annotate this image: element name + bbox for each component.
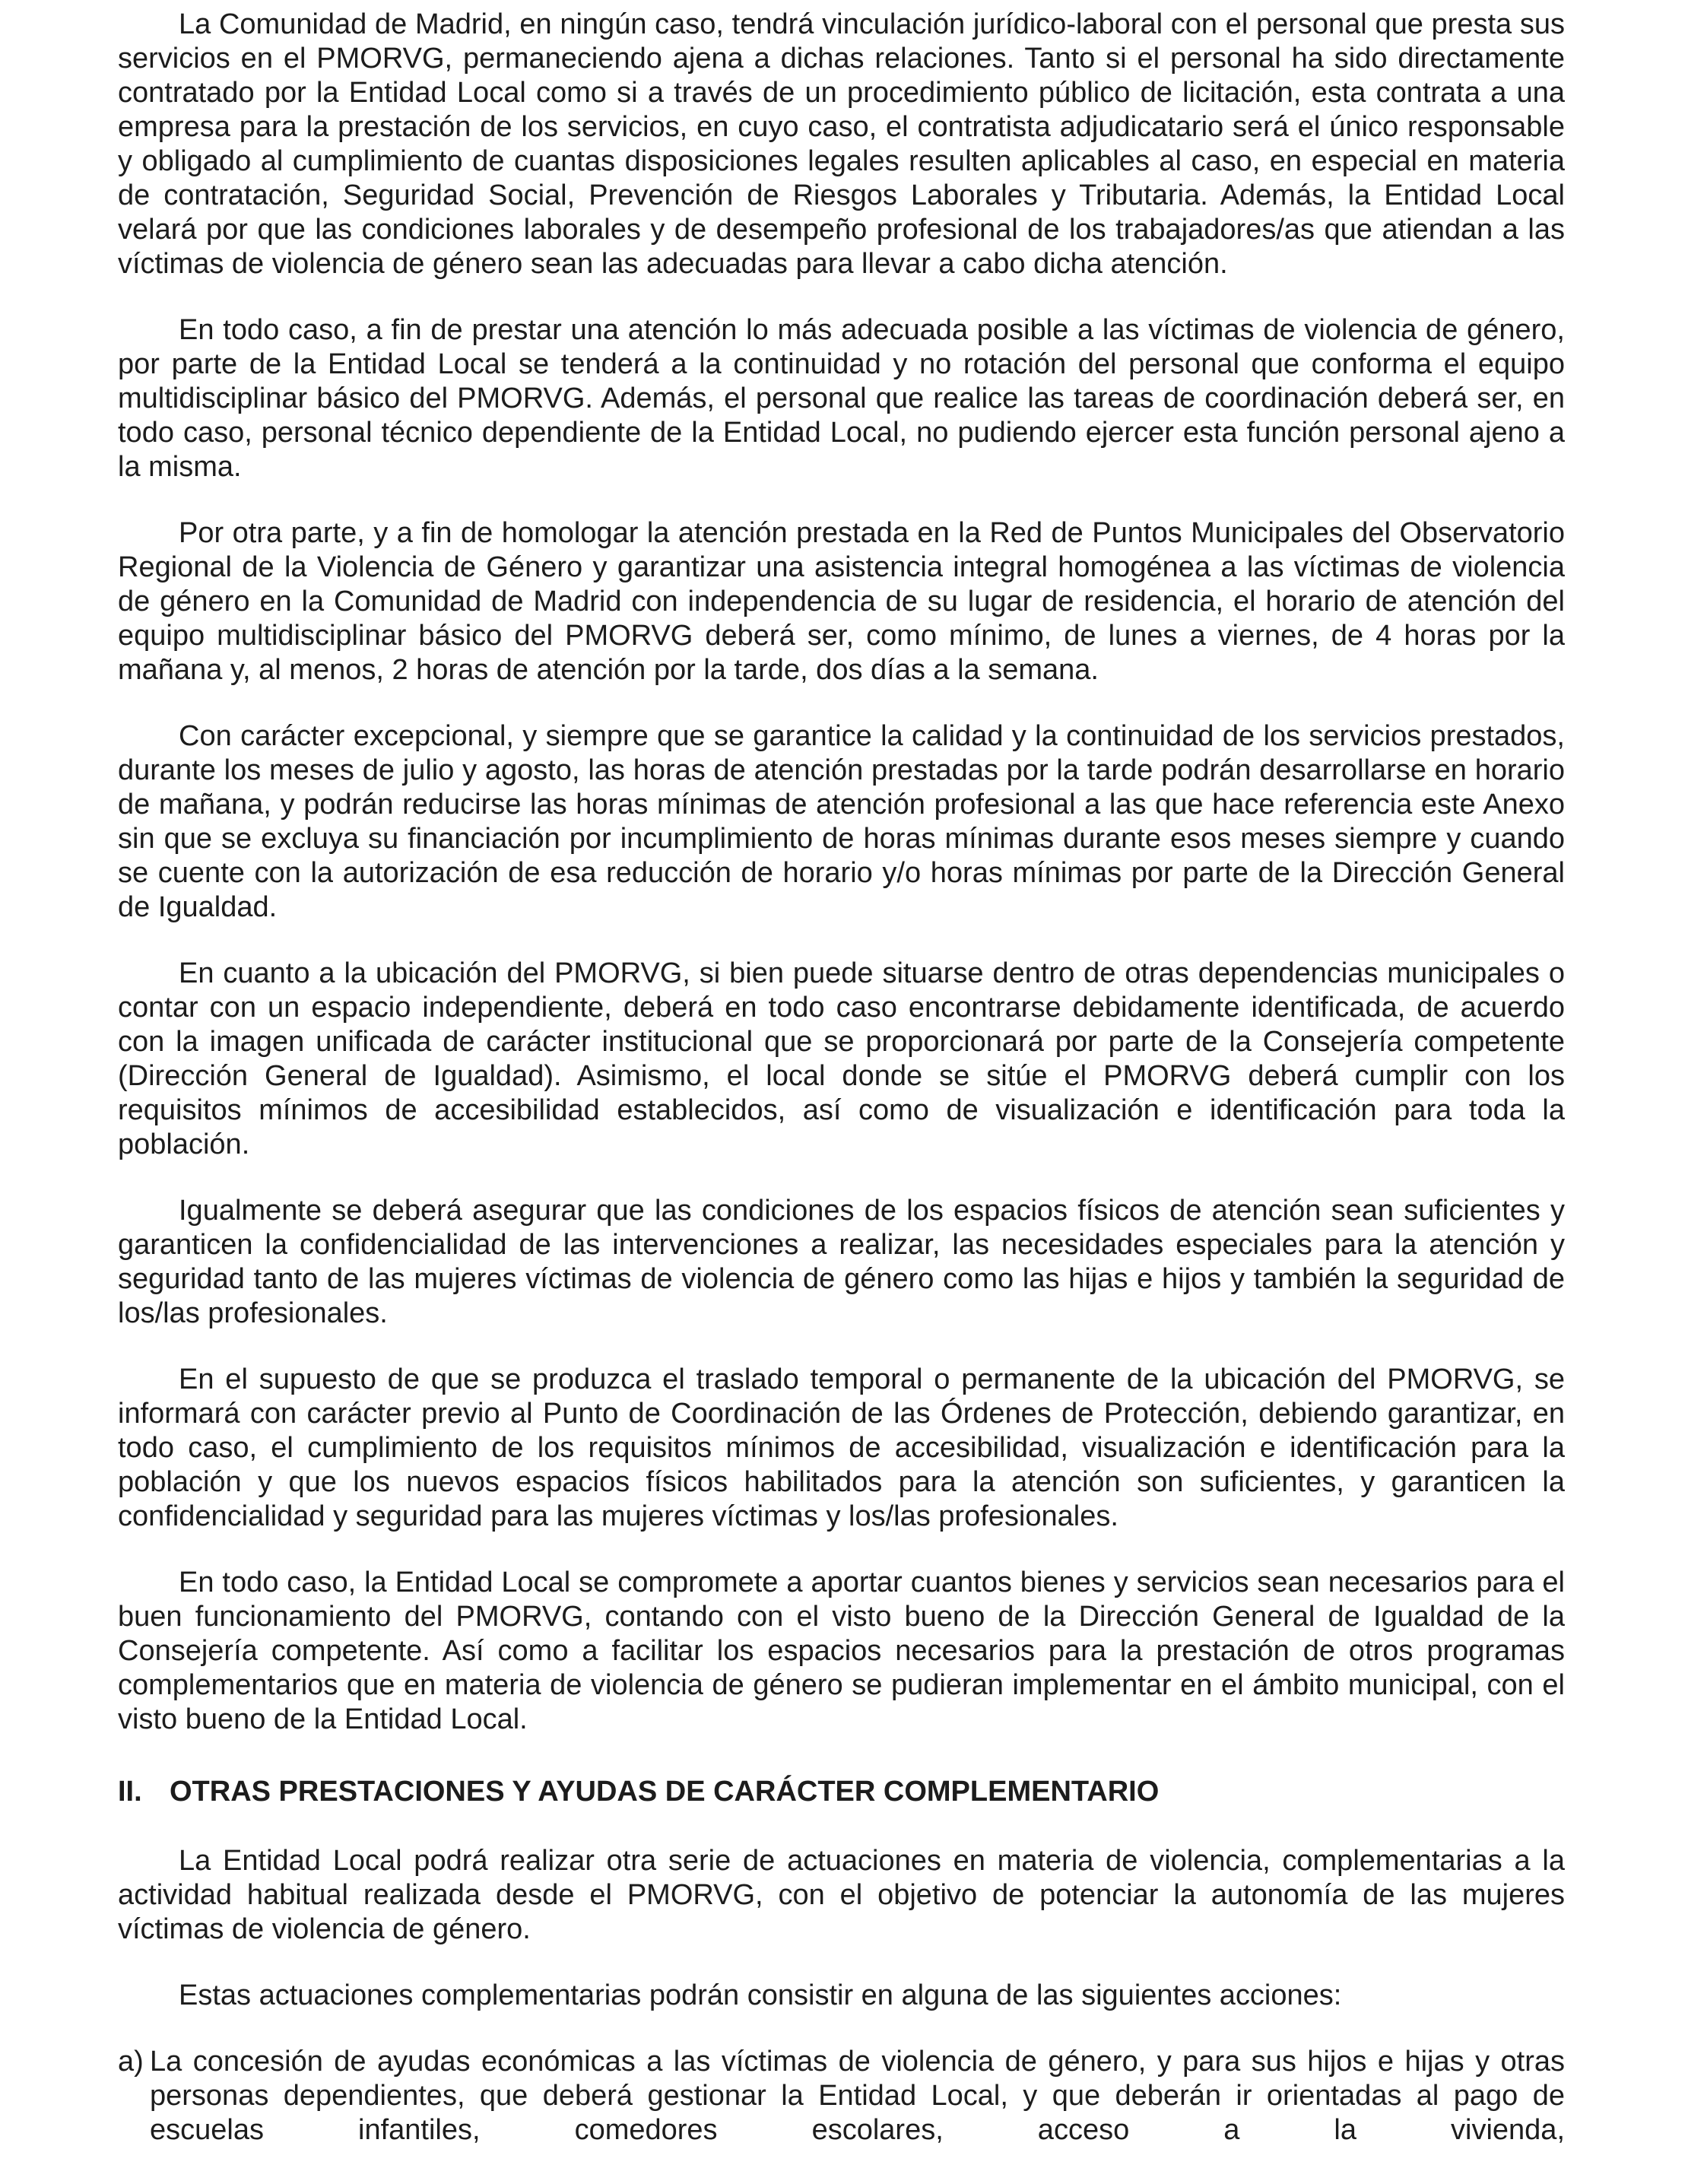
body-paragraph: Estas actuaciones complementarias podrán consistir en alguna de las siguientes acciones:	[179, 1979, 1342, 2011]
section-heading-number: II.	[118, 1776, 142, 1808]
body-paragraph: En todo caso, a fin de prestar una atención lo más adecuada posible a las víctimas de violencia de género, por parte de la Entidad Local se tenderá a la continuidad y no rotación del personal que conforma el equipo multidisciplinar básico del PMORVG. Además, el personal que realice las tareas de coordinación deberá ser, en todo caso, personal técnico dependiente de la Entidad Local, no pudiendo ejercer esta función personal ajeno a la misma.	[118, 314, 1565, 483]
body-paragraph: Con carácter excepcional, y siempre que se garantice la calidad y la continuidad de los servicios prestados, durante los meses de julio y agosto, las horas de atención prestadas por la tarde podrán desarrollarse en horario de mañana, y podrán reducirse las horas mínimas de atención profesional a las que hace referencia este Anexo sin que se excluya su financiación por incumplimiento de horas mínimas durante esos meses siempre y cuando se cuente con la autorización de esa reducción de horario y/o horas mínimas por parte de la Dirección General de Igualdad.	[118, 720, 1565, 923]
body-paragraph: Por otra parte, y a fin de homologar la atención prestada en la Red de Puntos Municipales del Observatorio Regional de la Violencia de Género y garantizar una asistencia integral homogénea a las víctimas de violencia de género en la Comunidad de Madrid con independencia de su lugar de residencia, el horario de atención del equipo multidisciplinar básico del PMORVG deberá ser, como mínimo, de lunes a viernes, de 4 horas por la mañana y, al menos, 2 horas de atención por la tarde, dos días a la semana.	[118, 517, 1565, 686]
list-item-text: La concesión de ayudas económicas a las víctimas de violencia de género, y para sus hijos e hijas y otras personas dependientes, que deberá gestionar la Entidad Local, y que deberán ir orientadas al pago de escuelas infantiles, comedores escolares, acceso a la vivienda,	[150, 2046, 1565, 2146]
section-heading	[118, 1775, 1565, 1809]
body-paragraph: La Comunidad de Madrid, en ningún caso, tendrá vinculación jurídico-laboral con el personal que presta sus servicios en el PMORVG, permaneciendo ajena a dichas relaciones. Tanto si el personal ha sido directamente contratado por la Entidad Local como si a través de un procedimiento público de licitación, esta contrata a una empresa para la prestación de los servicios, en cuyo caso, el contratista adjudicatario será el único responsable y obligado al cumplimiento de cuantas disposiciones legales resulten aplicables al caso, en especial en materia de contratación, Seguridad Social, Prevención de Riesgos Laborales y Tributaria. Además, la Entidad Local velará por que las condiciones laborales y de desempeño profesional de los trabajadores/as que atiendan a las víctimas de violencia de género sean las adecuadas para llevar a cabo dicha atención.	[118, 8, 1565, 280]
body-paragraph: Igualmente se deberá asegurar que las condiciones de los espacios físicos de atención sean suficientes y garanticen la confidencialidad de las intervenciones a realizar, las necesidades especiales para la atención y seguridad tanto de las mujeres víctimas de violencia de género como las hijas e hijos y también la seguridad de los/las profesionales.	[118, 1195, 1565, 1329]
list-item-marker: a)	[118, 2046, 144, 2078]
list-item-a	[118, 2045, 1565, 2147]
section-heading-title: OTRAS PRESTACIONES Y AYUDAS DE CARÁCTER COMPLEMENTARIO	[170, 1776, 1160, 1808]
body-paragraph: En el supuesto de que se produzca el traslado temporal o permanente de la ubicación del PMORVG, se informará con carácter previo al Punto de Coordinación de las Órdenes de Protección, debiendo garantizar, en todo caso, el cumplimiento de los requisitos mínimos de accesibilidad, visualización e identificación para la población y que los nuevos espacios físicos habilitados para la atención son suficientes, y garanticen la confidencialidad y seguridad para las mujeres víctimas y los/las profesionales.	[118, 1363, 1565, 1532]
body-paragraph: La Entidad Local podrá realizar otra serie de actuaciones en materia de violencia, complementarias a la actividad habitual realizada desde el PMORVG, con el objetivo de potenciar la autonomía de las mujeres víctimas de violencia de género.	[118, 1845, 1565, 1945]
body-paragraph: En todo caso, la Entidad Local se compromete a aportar cuantos bienes y servicios sean necesarios para el buen funcionamiento del PMORVG, contando con el visto bueno de la Dirección General de Igualdad de la Consejería competente. Así como a facilitar los espacios necesarios para la prestación de otros programas complementarios que en materia de violencia de género se pudieran implementar en el ámbito municipal, con el visto bueno de la Entidad Local.	[118, 1567, 1565, 1735]
body-paragraph: En cuanto a la ubicación del PMORVG, si bien puede situarse dentro de otras dependencias municipales o contar con un espacio independiente, deberá en todo caso encontrarse debidamente identificada, de acuerdo con la imagen unificada de carácter institucional que se proporcionará por parte de la Consejería competente (Dirección General de Igualdad). Asimismo, el local donde se sitúe el PMORVG deberá cumplir con los requisitos mínimos de accesibilidad establecidos, así como de visualización e identificación para toda la población.	[118, 957, 1565, 1160]
